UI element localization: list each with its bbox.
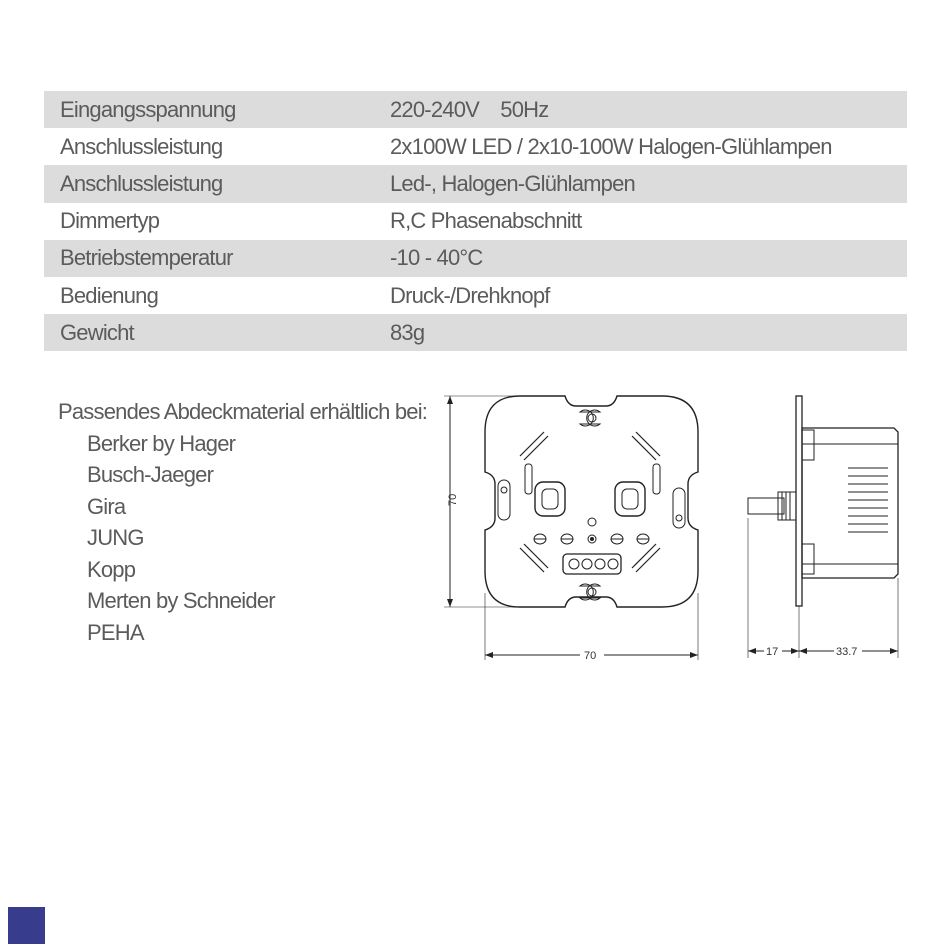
- front-height-label: 70: [447, 493, 459, 506]
- spec-row: [44, 314, 907, 351]
- spec-value: R,C Phasenabschnitt: [390, 208, 582, 234]
- brand-item: Kopp: [87, 556, 136, 582]
- spec-row: [44, 203, 907, 240]
- brand-item: JUNG: [87, 525, 144, 550]
- front-view-drawing: [440, 388, 710, 663]
- brand-item: Busch-Jaeger: [87, 462, 214, 487]
- spec-row: [44, 240, 907, 277]
- spec-label: Betriebstemperatur: [60, 245, 233, 271]
- front-width-label: 70: [584, 650, 597, 662]
- spec-label: Eingangsspannung: [60, 96, 236, 122]
- spec-row: [44, 91, 907, 128]
- spec-row: [44, 128, 907, 165]
- spec-label: Bedienung: [60, 282, 159, 308]
- spec-table: [44, 91, 907, 351]
- spec-row: [44, 165, 907, 202]
- side-view-drawing: [738, 388, 908, 663]
- brand-item: Merten by Schneider: [87, 588, 275, 613]
- brand-item: Berker by Hager: [87, 430, 236, 456]
- spec-value: Druck-/Drehknopf: [390, 282, 550, 308]
- spec-value: -10 - 40°C: [390, 245, 483, 271]
- spec-row: [44, 277, 907, 314]
- spec-value: Led-, Halogen-Glühlampen: [390, 170, 635, 196]
- spec-label: Gewicht: [60, 319, 134, 345]
- cover-material-heading: Passendes Abdeckmaterial erhältlich bei:: [58, 399, 428, 424]
- spec-label: Anschlussleistung: [60, 133, 223, 159]
- brand-item: Gira: [87, 493, 126, 519]
- spec-label: Anschlussleistung: [60, 170, 223, 196]
- cover-material-list: [58, 396, 427, 648]
- side-depth-front-label: 17: [766, 646, 779, 658]
- spec-value: 2x100W LED / 2x10-100W Halogen-Glühlampen: [390, 133, 832, 159]
- spec-value: 83g: [390, 319, 425, 345]
- side-depth-back-label: 33.7: [836, 646, 858, 658]
- spec-value: 220-240V 50Hz: [390, 96, 549, 122]
- brand-item: PEHA: [87, 619, 144, 645]
- page-corner-mark: [8, 907, 45, 944]
- spec-label: Dimmertyp: [60, 208, 160, 234]
